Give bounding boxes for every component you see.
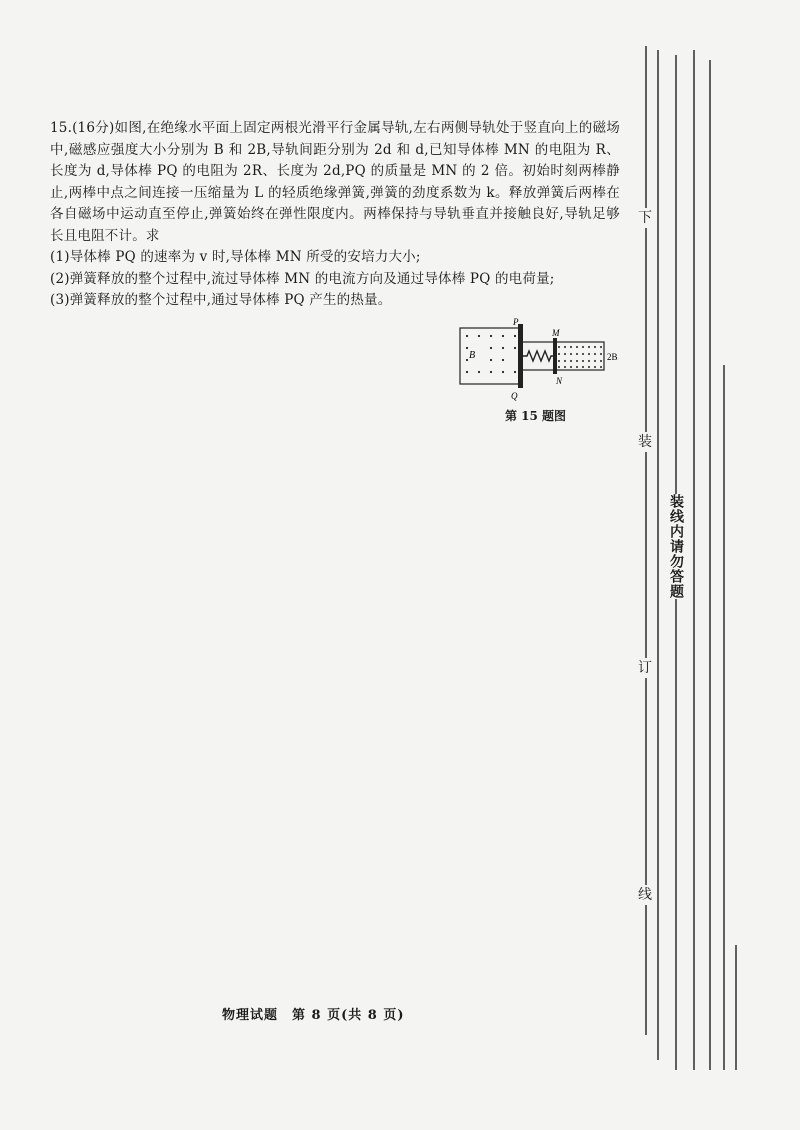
rod-pq (518, 324, 523, 388)
figure-label-m: M (552, 328, 560, 338)
binding-margin-lines (610, 30, 800, 1090)
binding-char-zhuang: 装 (638, 434, 652, 450)
figure-label-p: P (513, 318, 519, 327)
sub-question-3: (3)弹簧释放的整个过程中,通过导体棒 PQ 产生的热量。 (50, 292, 392, 308)
figure-caption: 第 15 题图 (505, 409, 567, 423)
rod-mn (553, 338, 557, 374)
figure-label-2b: 2B (607, 352, 618, 362)
question-stem: 15.(16分)如图,在绝缘水平面上固定两根光滑平行金属导轨,左右两侧导轨处于竖直向上的磁场中,磁感应强度大小分别为 B 和 2B,导轨间距分别为 2d 和 d,已知导体棒 MN 的电阻为 R、长度为 d,导体棒 PQ 的电阻为 2R、长度为 2d,PQ 的质量是 MN 的 2 倍。初始时刻两棒静止,两棒中点之间连接一压缩量为 L 的轻质绝缘弹簧,弹簧的劲度系数为 k。释放弹簧后两棒在各自磁场中运动直至停止,弹簧始终在弹性限度内。两棒保持与导轨垂直并接触良好,导轨足够长且电阻不计。求 (50, 120, 620, 244)
field-dots-right (558, 346, 602, 368)
binding-char-xia: 下 (638, 210, 652, 226)
binding-char-xian: 线 (638, 887, 652, 903)
binding-char-ding: 订 (638, 660, 652, 676)
sub-question-2: (2)弹簧释放的整个过程中,流过导体棒 MN 的电流方向及通过导体棒 PQ 的电荷量; (50, 270, 555, 287)
question-15 (50, 118, 620, 312)
page-footer: 物理试题 第 8 页(共 8 页) (222, 1008, 405, 1023)
sub-question-1: (1)导体棒 PQ 的速率为 v 时,导体棒 MN 所受的安培力大小; (50, 249, 421, 265)
figure-label-n: N (556, 376, 563, 386)
spring (523, 351, 553, 361)
figure-label-b: B (469, 350, 476, 361)
binding-warning-note: 装线内请勿答题 (662, 494, 684, 599)
figure-label-q: Q (511, 391, 518, 401)
